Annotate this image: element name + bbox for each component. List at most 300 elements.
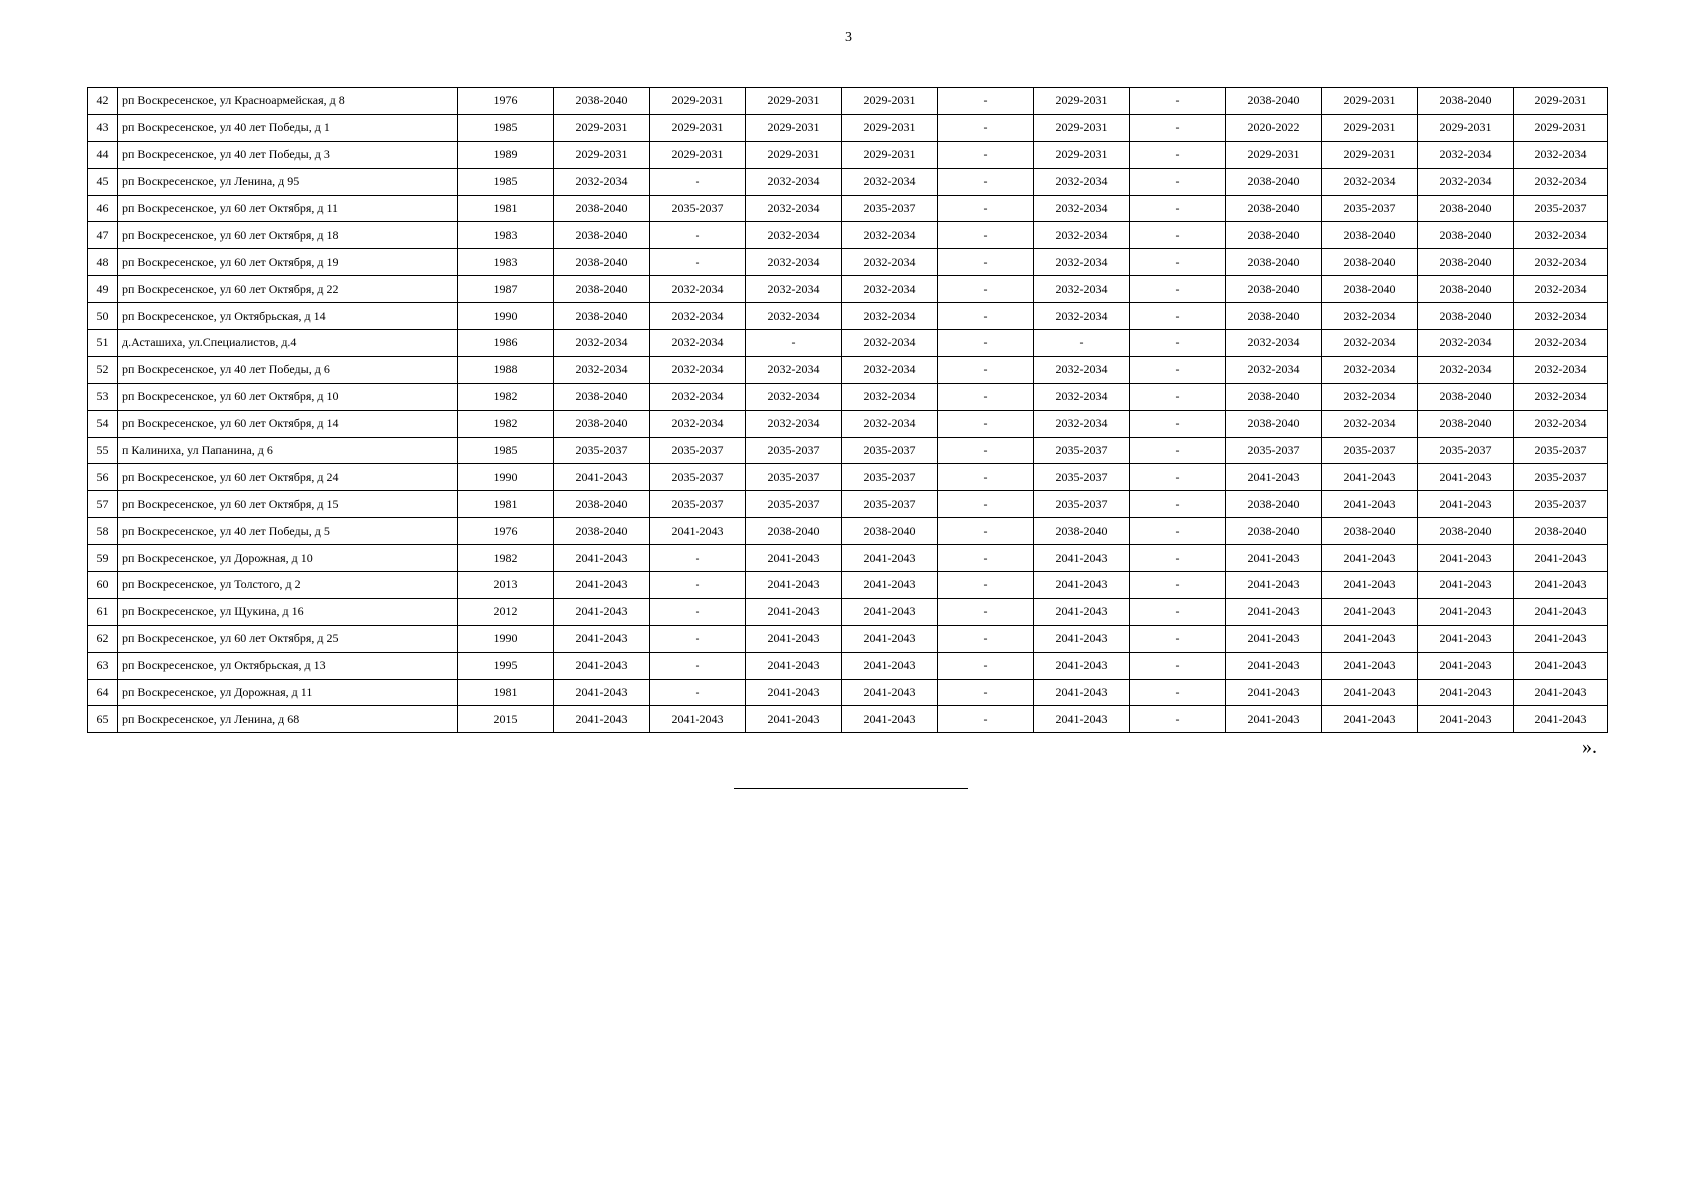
period-cell: 2029-2031 — [650, 141, 746, 168]
period-cell: 2029-2031 — [650, 88, 746, 115]
period-cell: 2041-2043 — [746, 652, 842, 679]
period-cell: - — [1130, 545, 1226, 572]
period-cell: 2032-2034 — [746, 383, 842, 410]
period-cell: 2038-2040 — [554, 249, 650, 276]
period-cell: 2041-2043 — [1418, 652, 1514, 679]
period-cell: 2041-2043 — [554, 706, 650, 733]
period-cell: 2041-2043 — [746, 625, 842, 652]
table-row — [88, 652, 1608, 679]
year-cell: 2012 — [458, 598, 554, 625]
period-cell: - — [938, 572, 1034, 599]
period-cell: 2035-2037 — [650, 195, 746, 222]
period-cell: 2041-2043 — [554, 679, 650, 706]
period-cell: 2032-2034 — [1226, 356, 1322, 383]
period-cell: 2038-2040 — [1226, 168, 1322, 195]
repair-schedule-table — [87, 87, 1608, 733]
period-cell: - — [1130, 491, 1226, 518]
period-cell: 2041-2043 — [1034, 598, 1130, 625]
period-cell: 2035-2037 — [746, 491, 842, 518]
period-cell: 2032-2034 — [1418, 330, 1514, 357]
row-number-cell: 60 — [88, 572, 118, 599]
period-cell: 2038-2040 — [554, 303, 650, 330]
period-cell: 2035-2037 — [650, 491, 746, 518]
period-cell: 2032-2034 — [1322, 356, 1418, 383]
period-cell: - — [746, 330, 842, 357]
period-cell: 2041-2043 — [1418, 598, 1514, 625]
period-cell: 2035-2037 — [1034, 437, 1130, 464]
period-cell: 2038-2040 — [1418, 518, 1514, 545]
period-cell: 2032-2034 — [1034, 383, 1130, 410]
year-cell: 1990 — [458, 625, 554, 652]
period-cell: 2041-2043 — [650, 706, 746, 733]
period-cell: 2032-2034 — [1514, 141, 1608, 168]
row-number-cell: 59 — [88, 545, 118, 572]
period-cell: 2029-2031 — [842, 141, 938, 168]
row-number-cell: 48 — [88, 249, 118, 276]
period-cell: 2038-2040 — [1322, 222, 1418, 249]
period-cell: - — [650, 572, 746, 599]
period-cell: 2035-2037 — [1322, 195, 1418, 222]
table-row — [88, 464, 1608, 491]
row-number-cell: 53 — [88, 383, 118, 410]
divider-line — [734, 788, 968, 789]
address-cell: рп Воскресенское, ул Дорожная, д 10 — [118, 545, 458, 572]
row-number-cell: 45 — [88, 168, 118, 195]
period-cell: 2032-2034 — [1322, 303, 1418, 330]
year-cell: 1983 — [458, 222, 554, 249]
period-cell: 2038-2040 — [1226, 410, 1322, 437]
row-number-cell: 62 — [88, 625, 118, 652]
period-cell: 2041-2043 — [842, 545, 938, 572]
address-cell: рп Воскресенское, ул Ленина, д 68 — [118, 706, 458, 733]
period-cell: 2035-2037 — [1322, 437, 1418, 464]
period-cell: 2041-2043 — [746, 679, 842, 706]
period-cell: 2032-2034 — [1034, 249, 1130, 276]
period-cell: 2041-2043 — [1514, 652, 1608, 679]
period-cell: 2041-2043 — [842, 598, 938, 625]
year-cell: 1982 — [458, 545, 554, 572]
period-cell: 2041-2043 — [1418, 545, 1514, 572]
period-cell: 2032-2034 — [842, 383, 938, 410]
period-cell: - — [938, 410, 1034, 437]
table-body — [88, 88, 1608, 733]
year-cell: 1990 — [458, 303, 554, 330]
period-cell: 2029-2031 — [1514, 114, 1608, 141]
address-cell: рп Воскресенское, ул Октябрьская, д 14 — [118, 303, 458, 330]
period-cell: 2041-2043 — [1034, 652, 1130, 679]
period-cell: 2041-2043 — [1226, 464, 1322, 491]
year-cell: 1990 — [458, 464, 554, 491]
period-cell: - — [1130, 114, 1226, 141]
period-cell: 2029-2031 — [554, 114, 650, 141]
row-number-cell: 58 — [88, 518, 118, 545]
period-cell: 2041-2043 — [554, 572, 650, 599]
period-cell: 2032-2034 — [1514, 168, 1608, 195]
period-cell: 2029-2031 — [1034, 114, 1130, 141]
period-cell: 2038-2040 — [1418, 195, 1514, 222]
period-cell: - — [938, 545, 1034, 572]
period-cell: 2029-2031 — [842, 114, 938, 141]
address-cell: рп Воскресенское, ул 60 лет Октября, д 15 — [118, 491, 458, 518]
period-cell: 2032-2034 — [746, 356, 842, 383]
row-number-cell: 57 — [88, 491, 118, 518]
period-cell: 2032-2034 — [842, 222, 938, 249]
period-cell: 2041-2043 — [554, 545, 650, 572]
period-cell: 2038-2040 — [554, 195, 650, 222]
period-cell: - — [1130, 168, 1226, 195]
period-cell: - — [1130, 437, 1226, 464]
row-number-cell: 51 — [88, 330, 118, 357]
year-cell: 1981 — [458, 679, 554, 706]
address-cell: рп Воскресенское, ул 40 лет Победы, д 1 — [118, 114, 458, 141]
period-cell: 2032-2034 — [1034, 195, 1130, 222]
period-cell: - — [938, 249, 1034, 276]
period-cell: - — [1130, 518, 1226, 545]
period-cell: 2032-2034 — [842, 330, 938, 357]
period-cell: 2038-2040 — [1226, 195, 1322, 222]
period-cell: 2038-2040 — [554, 222, 650, 249]
table-row — [88, 195, 1608, 222]
period-cell: 2038-2040 — [1418, 88, 1514, 115]
period-cell: 2038-2040 — [1226, 518, 1322, 545]
address-cell: рп Воскресенское, ул 60 лет Октября, д 22 — [118, 276, 458, 303]
period-cell: 2041-2043 — [1514, 598, 1608, 625]
year-cell: 2013 — [458, 572, 554, 599]
period-cell: 2038-2040 — [1418, 276, 1514, 303]
period-cell: 2032-2034 — [1226, 330, 1322, 357]
period-cell: 2038-2040 — [1418, 383, 1514, 410]
period-cell: 2041-2043 — [1034, 679, 1130, 706]
table-row — [88, 249, 1608, 276]
period-cell: - — [938, 598, 1034, 625]
row-number-cell: 42 — [88, 88, 118, 115]
period-cell: 2035-2037 — [1514, 437, 1608, 464]
period-cell: 2035-2037 — [842, 491, 938, 518]
period-cell: 2041-2043 — [1322, 464, 1418, 491]
period-cell: 2038-2040 — [554, 518, 650, 545]
period-cell: 2032-2034 — [650, 356, 746, 383]
period-cell: 2038-2040 — [1418, 249, 1514, 276]
period-cell: 2029-2031 — [746, 114, 842, 141]
period-cell: - — [938, 303, 1034, 330]
period-cell: 2032-2034 — [1322, 383, 1418, 410]
period-cell: - — [650, 249, 746, 276]
period-cell: 2032-2034 — [1418, 141, 1514, 168]
period-cell: 2035-2037 — [650, 464, 746, 491]
period-cell: 2041-2043 — [746, 572, 842, 599]
period-cell: - — [1130, 356, 1226, 383]
address-cell: рп Воскресенское, ул Дорожная, д 11 — [118, 679, 458, 706]
period-cell: - — [1130, 276, 1226, 303]
period-cell: - — [650, 679, 746, 706]
period-cell: 2020-2022 — [1226, 114, 1322, 141]
period-cell: - — [1130, 330, 1226, 357]
table-row — [88, 572, 1608, 599]
year-cell: 1985 — [458, 168, 554, 195]
period-cell: 2041-2043 — [1226, 706, 1322, 733]
address-cell: рп Воскресенское, ул 60 лет Октября, д 14 — [118, 410, 458, 437]
row-number-cell: 55 — [88, 437, 118, 464]
period-cell: 2041-2043 — [1418, 572, 1514, 599]
period-cell: 2032-2034 — [650, 410, 746, 437]
period-cell: 2035-2037 — [1226, 437, 1322, 464]
row-number-cell: 49 — [88, 276, 118, 303]
period-cell: 2032-2034 — [746, 276, 842, 303]
period-cell: - — [1130, 652, 1226, 679]
period-cell: - — [938, 437, 1034, 464]
period-cell: - — [1130, 706, 1226, 733]
period-cell: 2041-2043 — [842, 625, 938, 652]
table-row — [88, 276, 1608, 303]
period-cell: 2029-2031 — [650, 114, 746, 141]
period-cell: 2035-2037 — [650, 437, 746, 464]
period-cell: 2041-2043 — [1322, 625, 1418, 652]
period-cell: 2041-2043 — [842, 679, 938, 706]
period-cell: 2038-2040 — [554, 383, 650, 410]
table-row — [88, 598, 1608, 625]
period-cell: 2032-2034 — [746, 168, 842, 195]
period-cell: 2041-2043 — [1418, 491, 1514, 518]
period-cell: 2038-2040 — [554, 276, 650, 303]
year-cell: 1985 — [458, 437, 554, 464]
address-cell: рп Воскресенское, ул 60 лет Октября, д 19 — [118, 249, 458, 276]
row-number-cell: 63 — [88, 652, 118, 679]
period-cell: 2035-2037 — [1514, 464, 1608, 491]
address-cell: рп Воскресенское, ул Щукина, д 16 — [118, 598, 458, 625]
period-cell: - — [1130, 410, 1226, 437]
period-cell: 2029-2031 — [1418, 114, 1514, 141]
address-cell: п Калиниха, ул Папанина, д 6 — [118, 437, 458, 464]
period-cell: 2038-2040 — [1226, 222, 1322, 249]
period-cell: - — [1130, 625, 1226, 652]
table-row — [88, 114, 1608, 141]
period-cell: 2041-2043 — [746, 706, 842, 733]
period-cell: - — [1130, 572, 1226, 599]
period-cell: 2029-2031 — [554, 141, 650, 168]
period-cell: 2038-2040 — [1226, 491, 1322, 518]
table-row — [88, 437, 1608, 464]
period-cell: - — [938, 168, 1034, 195]
period-cell: 2035-2037 — [746, 437, 842, 464]
page-number: 3 — [845, 30, 852, 45]
period-cell: - — [1034, 330, 1130, 357]
address-cell: рп Воскресенское, ул Октябрьская, д 13 — [118, 652, 458, 679]
period-cell: - — [650, 168, 746, 195]
period-cell: - — [650, 222, 746, 249]
year-cell: 1983 — [458, 249, 554, 276]
row-number-cell: 65 — [88, 706, 118, 733]
period-cell: - — [938, 625, 1034, 652]
period-cell: 2038-2040 — [1514, 518, 1608, 545]
period-cell: - — [650, 652, 746, 679]
period-cell: 2041-2043 — [554, 652, 650, 679]
period-cell: 2032-2034 — [842, 276, 938, 303]
period-cell: - — [1130, 195, 1226, 222]
period-cell: 2029-2031 — [1226, 141, 1322, 168]
period-cell: - — [1130, 679, 1226, 706]
period-cell: 2032-2034 — [554, 168, 650, 195]
period-cell: 2041-2043 — [1514, 706, 1608, 733]
period-cell: 2041-2043 — [1514, 545, 1608, 572]
period-cell: 2032-2034 — [746, 222, 842, 249]
period-cell: 2041-2043 — [1322, 572, 1418, 599]
year-cell: 1976 — [458, 518, 554, 545]
year-cell: 1976 — [458, 88, 554, 115]
closing-quote: ». — [1582, 736, 1597, 758]
period-cell: 2041-2043 — [842, 572, 938, 599]
period-cell: - — [938, 195, 1034, 222]
period-cell: 2032-2034 — [746, 195, 842, 222]
table-row — [88, 706, 1608, 733]
year-cell: 1989 — [458, 141, 554, 168]
period-cell: - — [938, 706, 1034, 733]
period-cell: 2041-2043 — [1322, 491, 1418, 518]
period-cell: 2029-2031 — [842, 88, 938, 115]
period-cell: 2035-2037 — [1514, 195, 1608, 222]
table-row — [88, 383, 1608, 410]
row-number-cell: 46 — [88, 195, 118, 222]
year-cell: 2015 — [458, 706, 554, 733]
row-number-cell: 52 — [88, 356, 118, 383]
period-cell: 2038-2040 — [1322, 518, 1418, 545]
period-cell: - — [938, 356, 1034, 383]
period-cell: 2032-2034 — [650, 276, 746, 303]
year-cell: 1982 — [458, 410, 554, 437]
address-cell: рп Воскресенское, ул 60 лет Октября, д 25 — [118, 625, 458, 652]
address-cell: рп Воскресенское, ул 60 лет Октября, д 10 — [118, 383, 458, 410]
period-cell: 2041-2043 — [1322, 679, 1418, 706]
period-cell: - — [650, 625, 746, 652]
period-cell: 2041-2043 — [1226, 545, 1322, 572]
period-cell: 2032-2034 — [1034, 276, 1130, 303]
period-cell: 2038-2040 — [1418, 303, 1514, 330]
period-cell: 2032-2034 — [1514, 410, 1608, 437]
table-row — [88, 141, 1608, 168]
period-cell: - — [938, 464, 1034, 491]
period-cell: 2032-2034 — [1418, 356, 1514, 383]
period-cell: 2032-2034 — [842, 410, 938, 437]
period-cell: 2032-2034 — [1034, 168, 1130, 195]
period-cell: 2029-2031 — [1034, 141, 1130, 168]
period-cell: - — [938, 141, 1034, 168]
period-cell: 2032-2034 — [1034, 410, 1130, 437]
table-row — [88, 518, 1608, 545]
period-cell: 2038-2040 — [1226, 88, 1322, 115]
address-cell: д.Асташиха, ул.Специалистов, д.4 — [118, 330, 458, 357]
period-cell: 2041-2043 — [1226, 598, 1322, 625]
period-cell: 2032-2034 — [650, 330, 746, 357]
period-cell: 2041-2043 — [746, 598, 842, 625]
period-cell: 2041-2043 — [554, 464, 650, 491]
period-cell: 2032-2034 — [1514, 276, 1608, 303]
period-cell: 2029-2031 — [1322, 114, 1418, 141]
period-cell: 2038-2040 — [554, 88, 650, 115]
period-cell: 2035-2037 — [1418, 437, 1514, 464]
table-row — [88, 303, 1608, 330]
period-cell: 2041-2043 — [554, 598, 650, 625]
period-cell: 2038-2040 — [1226, 303, 1322, 330]
period-cell: 2029-2031 — [1514, 88, 1608, 115]
year-cell: 1981 — [458, 491, 554, 518]
period-cell: 2038-2040 — [1226, 383, 1322, 410]
period-cell: 2035-2037 — [554, 437, 650, 464]
table-row — [88, 168, 1608, 195]
period-cell: 2035-2037 — [842, 437, 938, 464]
row-number-cell: 61 — [88, 598, 118, 625]
period-cell: 2041-2043 — [1514, 625, 1608, 652]
period-cell: 2041-2043 — [746, 545, 842, 572]
row-number-cell: 54 — [88, 410, 118, 437]
period-cell: - — [938, 276, 1034, 303]
period-cell: 2035-2037 — [1034, 464, 1130, 491]
period-cell: 2029-2031 — [1322, 88, 1418, 115]
period-cell: 2041-2043 — [1226, 572, 1322, 599]
period-cell: 2032-2034 — [1034, 222, 1130, 249]
period-cell: 2041-2043 — [1034, 625, 1130, 652]
period-cell: 2032-2034 — [746, 410, 842, 437]
table-row — [88, 356, 1608, 383]
address-cell: рп Воскресенское, ул 60 лет Октября, д 11 — [118, 195, 458, 222]
period-cell: 2038-2040 — [842, 518, 938, 545]
row-number-cell: 47 — [88, 222, 118, 249]
period-cell: - — [1130, 222, 1226, 249]
period-cell: 2032-2034 — [1514, 383, 1608, 410]
period-cell: 2041-2043 — [1034, 706, 1130, 733]
period-cell: 2032-2034 — [554, 356, 650, 383]
period-cell: 2041-2043 — [1514, 679, 1608, 706]
period-cell: - — [938, 518, 1034, 545]
period-cell: 2032-2034 — [1514, 330, 1608, 357]
period-cell: 2038-2040 — [1322, 249, 1418, 276]
address-cell: рп Воскресенское, ул 60 лет Октября, д 18 — [118, 222, 458, 249]
period-cell: 2041-2043 — [650, 518, 746, 545]
period-cell: 2035-2037 — [746, 464, 842, 491]
period-cell: 2032-2034 — [1034, 303, 1130, 330]
period-cell: 2038-2040 — [554, 410, 650, 437]
address-cell: рп Воскресенское, ул 40 лет Победы, д 3 — [118, 141, 458, 168]
row-number-cell: 50 — [88, 303, 118, 330]
period-cell: 2041-2043 — [842, 706, 938, 733]
period-cell: - — [938, 222, 1034, 249]
period-cell: - — [938, 652, 1034, 679]
period-cell: - — [938, 679, 1034, 706]
period-cell: 2032-2034 — [650, 383, 746, 410]
table-row — [88, 545, 1608, 572]
table-row — [88, 625, 1608, 652]
period-cell: 2032-2034 — [842, 356, 938, 383]
period-cell: 2041-2043 — [1418, 464, 1514, 491]
period-cell: - — [650, 545, 746, 572]
period-cell: 2038-2040 — [1418, 222, 1514, 249]
period-cell: 2041-2043 — [1034, 572, 1130, 599]
year-cell: 1988 — [458, 356, 554, 383]
period-cell: 2038-2040 — [1226, 249, 1322, 276]
row-number-cell: 44 — [88, 141, 118, 168]
year-cell: 1982 — [458, 383, 554, 410]
period-cell: 2041-2043 — [1226, 625, 1322, 652]
period-cell: 2032-2034 — [1322, 410, 1418, 437]
period-cell: 2035-2037 — [1034, 491, 1130, 518]
period-cell: 2035-2037 — [842, 195, 938, 222]
period-cell: 2032-2034 — [746, 303, 842, 330]
table-row — [88, 410, 1608, 437]
table-row — [88, 679, 1608, 706]
period-cell: 2029-2031 — [746, 88, 842, 115]
period-cell: 2041-2043 — [1418, 706, 1514, 733]
period-cell: 2041-2043 — [1034, 545, 1130, 572]
period-cell: 2032-2034 — [1514, 303, 1608, 330]
period-cell: 2041-2043 — [842, 652, 938, 679]
